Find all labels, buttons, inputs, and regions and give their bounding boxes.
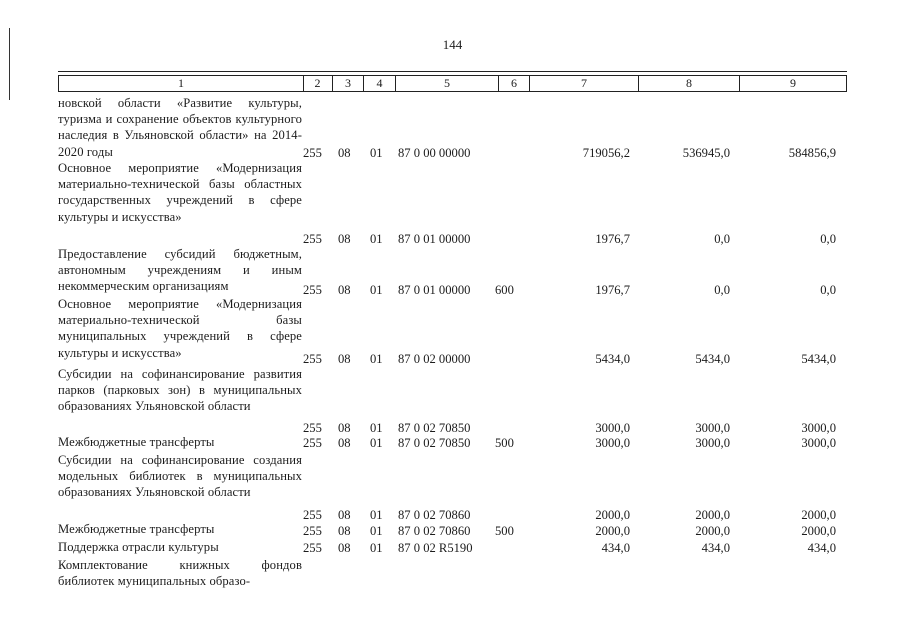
header-col-6: 6 bbox=[499, 75, 530, 92]
cell-c4: 01 bbox=[370, 436, 383, 450]
cell-c7: 5434,0 bbox=[595, 352, 630, 366]
cell-c4: 01 bbox=[370, 541, 383, 555]
cell-c7: 2000,0 bbox=[595, 524, 630, 538]
row-name: Поддержка отрасли культуры bbox=[58, 540, 219, 554]
cell-c4: 01 bbox=[370, 524, 383, 538]
cell-c7: 3000,0 bbox=[595, 436, 630, 450]
header-col-2: 2 bbox=[303, 75, 333, 92]
cell-c3: 08 bbox=[338, 232, 351, 246]
cell-c9: 5434,0 bbox=[801, 352, 836, 366]
cell-c8: 0,0 bbox=[714, 232, 730, 246]
cell-c5: 87 0 00 00000 bbox=[398, 146, 471, 160]
cell-c7: 719056,2 bbox=[582, 146, 630, 160]
cell-c2: 255 bbox=[303, 283, 322, 297]
header-col-7: 7 bbox=[530, 75, 639, 92]
row-name: Предоставление субсидий бюджетным, автономным учреждениям и иным некоммерческим организациям bbox=[58, 247, 302, 294]
cell-c5: 87 0 02 70850 bbox=[398, 436, 471, 450]
cell-c8: 0,0 bbox=[714, 283, 730, 297]
cell-c2: 255 bbox=[303, 541, 322, 555]
cell-c7: 1976,7 bbox=[595, 283, 630, 297]
table-header bbox=[58, 71, 847, 92]
row-name: Комплектование книжных фондов библиотек муниципальных образо- bbox=[58, 558, 302, 589]
header-col-4: 4 bbox=[364, 75, 396, 92]
cell-c5: 87 0 01 00000 bbox=[398, 232, 471, 246]
header-col-1: 1 bbox=[58, 75, 304, 92]
row-name: Межбюджетные трансферты bbox=[58, 435, 215, 449]
row-name: Межбюджетные трансферты bbox=[58, 522, 215, 536]
cell-c5: 87 0 02 R5190 bbox=[398, 541, 473, 555]
header-col-5: 5 bbox=[396, 75, 499, 92]
cell-c4: 01 bbox=[370, 232, 383, 246]
cell-c2: 255 bbox=[303, 232, 322, 246]
cell-c2: 255 bbox=[303, 508, 322, 522]
row-name: Основное мероприятие «Модернизация материально-технической базы областных государственных учреждений в сфере культуры и искусства» bbox=[58, 161, 302, 224]
cell-c7: 434,0 bbox=[601, 541, 630, 555]
cell-c4: 01 bbox=[370, 508, 383, 522]
cell-c5: 87 0 02 70850 bbox=[398, 421, 471, 435]
cell-c9: 0,0 bbox=[820, 232, 836, 246]
row-name: новской области «Развитие культуры, туризма и сохранение объектов культурного наследия в Ульяновской области» на 2014-2020 годы bbox=[58, 96, 302, 159]
cell-c9: 2000,0 bbox=[801, 524, 836, 538]
cell-c9: 0,0 bbox=[820, 283, 836, 297]
row-name: Субсидии на софинансирование создания модельных библиотек в муниципальных образованиях Ульяновской области bbox=[58, 453, 302, 500]
cell-c9: 2000,0 bbox=[801, 508, 836, 522]
cell-c9: 3000,0 bbox=[801, 421, 836, 435]
cell-c7: 3000,0 bbox=[595, 421, 630, 435]
page-number: 144 bbox=[442, 37, 463, 52]
cell-c8: 434,0 bbox=[701, 541, 730, 555]
cell-c5: 87 0 02 70860 bbox=[398, 508, 471, 522]
cell-c8: 536945,0 bbox=[682, 146, 730, 160]
cell-c8: 2000,0 bbox=[695, 524, 730, 538]
cell-c6: 500 bbox=[495, 436, 514, 450]
cell-c9: 3000,0 bbox=[801, 436, 836, 450]
cell-c8: 3000,0 bbox=[695, 436, 730, 450]
cell-c2: 255 bbox=[303, 524, 322, 538]
cell-c2: 255 bbox=[303, 146, 322, 160]
cell-c4: 01 bbox=[370, 283, 383, 297]
cell-c3: 08 bbox=[338, 146, 351, 160]
cell-c8: 2000,0 bbox=[695, 508, 730, 522]
row-name: Субсидии на софинансирование развития парков (парковых зон) в муниципальных образованиях Ульяновской области bbox=[58, 367, 302, 414]
cell-c3: 08 bbox=[338, 508, 351, 522]
cell-c2: 255 bbox=[303, 352, 322, 366]
header-col-3: 3 bbox=[333, 75, 364, 92]
header-col-8: 8 bbox=[639, 75, 740, 92]
cell-c5: 87 0 02 00000 bbox=[398, 352, 471, 366]
cell-c7: 1976,7 bbox=[595, 232, 630, 246]
cell-c6: 500 bbox=[495, 524, 514, 538]
cell-c6: 600 bbox=[495, 283, 514, 297]
cell-c3: 08 bbox=[338, 541, 351, 555]
header-col-9: 9 bbox=[740, 75, 847, 92]
cell-c7: 2000,0 bbox=[595, 508, 630, 522]
row-name: Основное мероприятие «Модернизация материально-технической базы муниципальных учреждений в сфере культуры и искусства» bbox=[58, 297, 302, 360]
cell-c5: 87 0 02 70860 bbox=[398, 524, 471, 538]
cell-c4: 01 bbox=[370, 352, 383, 366]
cell-c2: 255 bbox=[303, 421, 322, 435]
cell-c5: 87 0 01 00000 bbox=[398, 283, 471, 297]
cell-c2: 255 bbox=[303, 436, 322, 450]
cell-c9: 584856,9 bbox=[788, 146, 836, 160]
cell-c9: 434,0 bbox=[807, 541, 836, 555]
cell-c3: 08 bbox=[338, 352, 351, 366]
cell-c3: 08 bbox=[338, 421, 351, 435]
cell-c3: 08 bbox=[338, 436, 351, 450]
cell-c8: 3000,0 bbox=[695, 421, 730, 435]
cell-c3: 08 bbox=[338, 283, 351, 297]
cell-c4: 01 bbox=[370, 146, 383, 160]
cell-c8: 5434,0 bbox=[695, 352, 730, 366]
cell-c3: 08 bbox=[338, 524, 351, 538]
cell-c4: 01 bbox=[370, 421, 383, 435]
